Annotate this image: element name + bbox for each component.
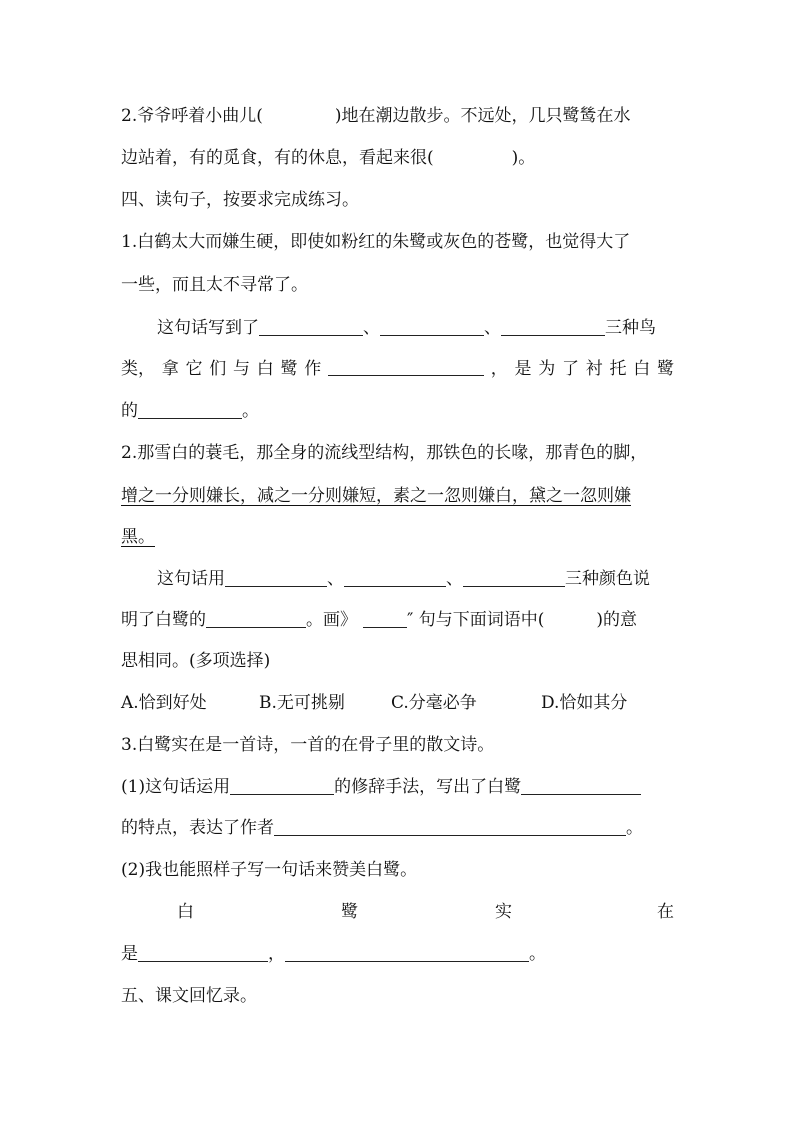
char: 鹭	[657, 359, 674, 379]
separator: 、	[327, 569, 344, 589]
char: 它	[185, 359, 203, 379]
s2-prompt-5: ″ 句与下面词语中(	[407, 610, 545, 630]
s2-prompt-6: )的意	[596, 610, 638, 630]
section-5-title: 五、课文回忆录。	[121, 986, 257, 1006]
comma: ，	[268, 944, 285, 964]
period: 。	[529, 944, 546, 964]
s1-blank-bird-1[interactable]	[259, 316, 363, 336]
s2-options	[121, 690, 674, 716]
s1-answer-line-3	[121, 398, 674, 424]
q2-text-c: 边站着，有的觅食，有的休息，看起来很(	[121, 148, 434, 168]
s3-q1-line-2	[121, 815, 674, 841]
char: 衬	[585, 359, 603, 379]
separator: 、	[484, 318, 501, 338]
separator: 、	[363, 318, 380, 338]
char: 鹭	[341, 902, 358, 922]
s1-answer-line-1	[121, 315, 674, 341]
q2-line-1	[121, 103, 674, 129]
s2-blank-feature[interactable]	[206, 608, 306, 628]
s3-blank-rhetoric[interactable]	[230, 775, 334, 795]
char: 拿	[161, 359, 179, 379]
option-b[interactable]: B.无可挑剔	[259, 693, 345, 713]
s3-line-1: 3.白鹭实在是一首诗，一首的在骨子里的散文诗。	[121, 735, 495, 755]
option-a[interactable]: A.恰到好处	[121, 693, 207, 713]
s2-answer-line-2	[121, 607, 674, 633]
s3-q2: (2)我也能照样子写一句话来赞美白鹭。	[121, 860, 418, 880]
s3-sample-line-1	[121, 899, 674, 925]
s2-blank-mark[interactable]	[363, 608, 407, 628]
char: 鹭	[280, 359, 298, 379]
char: 们	[209, 359, 227, 379]
s2-prompt-4: 。画》	[306, 610, 357, 630]
option-d[interactable]: D.恰如其分	[541, 693, 628, 713]
s2-answer-line-1	[121, 566, 674, 592]
s2-line-1: 2.那雪白的蓑毛，那全身的流线型结构，那铁色的长喙，那青色的脚，	[121, 443, 648, 463]
char: 是	[121, 944, 138, 964]
char: 与	[233, 359, 250, 379]
s2-prompt-3: 明了白鹭的	[121, 610, 206, 630]
char: 为	[538, 359, 556, 379]
s3-blank-sample-1[interactable]	[138, 942, 268, 962]
char: 托	[609, 359, 627, 379]
char: 实	[495, 902, 512, 922]
s1-answer-line-2	[121, 356, 674, 382]
char: 作	[304, 359, 322, 379]
s2-answer-line-3: 思相同。(多项选择)	[121, 651, 271, 671]
s2-prompt-2: 三种颜色说	[565, 569, 650, 589]
s3-q1-line-1	[121, 774, 674, 800]
option-c[interactable]: C.分毫必争	[391, 693, 477, 713]
period: 。	[242, 401, 259, 421]
s3-prompt-2: 的修辞手法，写出了白鹭	[334, 777, 522, 797]
char: 在	[657, 902, 674, 922]
char: 白	[177, 902, 194, 922]
s1-prompt-1: 这句话写到了	[157, 318, 259, 338]
q2-text-d: )。	[511, 148, 536, 168]
s3-prompt-3: 的特点，表达了作者	[121, 818, 274, 838]
s1-blank-bird-3[interactable]	[501, 316, 605, 336]
s3-blank-feature[interactable]	[521, 775, 641, 795]
char: 是	[514, 359, 532, 379]
char: ，	[490, 359, 508, 379]
s2-blank-color-2[interactable]	[344, 567, 446, 587]
q2-line-2	[121, 145, 674, 171]
s1-blank-set-off[interactable]	[138, 399, 242, 419]
s2-line-3-underlined: 黑。	[121, 527, 155, 547]
section-4-title: 四、读句子，按要求完成练习。	[121, 190, 359, 210]
q2-text-b: )地在潮边散步。不远处，几只鹭鸶在水	[334, 106, 631, 126]
s2-blank-color-1[interactable]	[225, 567, 327, 587]
s3-blank-feeling[interactable]	[274, 816, 626, 836]
s1-prompt-3: 的	[121, 401, 138, 421]
char: 白	[633, 359, 651, 379]
period: 。	[626, 818, 643, 838]
s3-blank-sample-2[interactable]	[285, 942, 529, 962]
s3-prompt-1: (1)这句话运用	[121, 777, 231, 797]
char: 了	[562, 359, 579, 379]
s1-line-1: 1.白鹤太大而嫌生硬，即使如粉红的朱鹭或灰色的苍鹭，也觉得大了	[121, 232, 631, 252]
s1-blank-compare[interactable]	[328, 356, 484, 376]
s3-sample-line-2	[121, 941, 674, 967]
s2-line-2-underlined: 增之一分则嫌长，减之一分则嫌短，素之一忽则嫌白，黛之一忽则嫌	[121, 486, 631, 506]
char: 类，	[121, 359, 155, 379]
q2-text-a: 2.爷爷呼着小曲儿(	[121, 106, 263, 126]
s2-prompt-1: 这句话用	[157, 569, 225, 589]
separator: 、	[446, 569, 463, 589]
s2-blank-color-3[interactable]	[463, 567, 565, 587]
s1-blank-bird-2[interactable]	[380, 316, 484, 336]
s1-line-2: 一些，而且太不寻常了。	[121, 275, 308, 295]
char: 白	[256, 359, 274, 379]
s1-prompt-2: 三种鸟	[605, 318, 656, 338]
